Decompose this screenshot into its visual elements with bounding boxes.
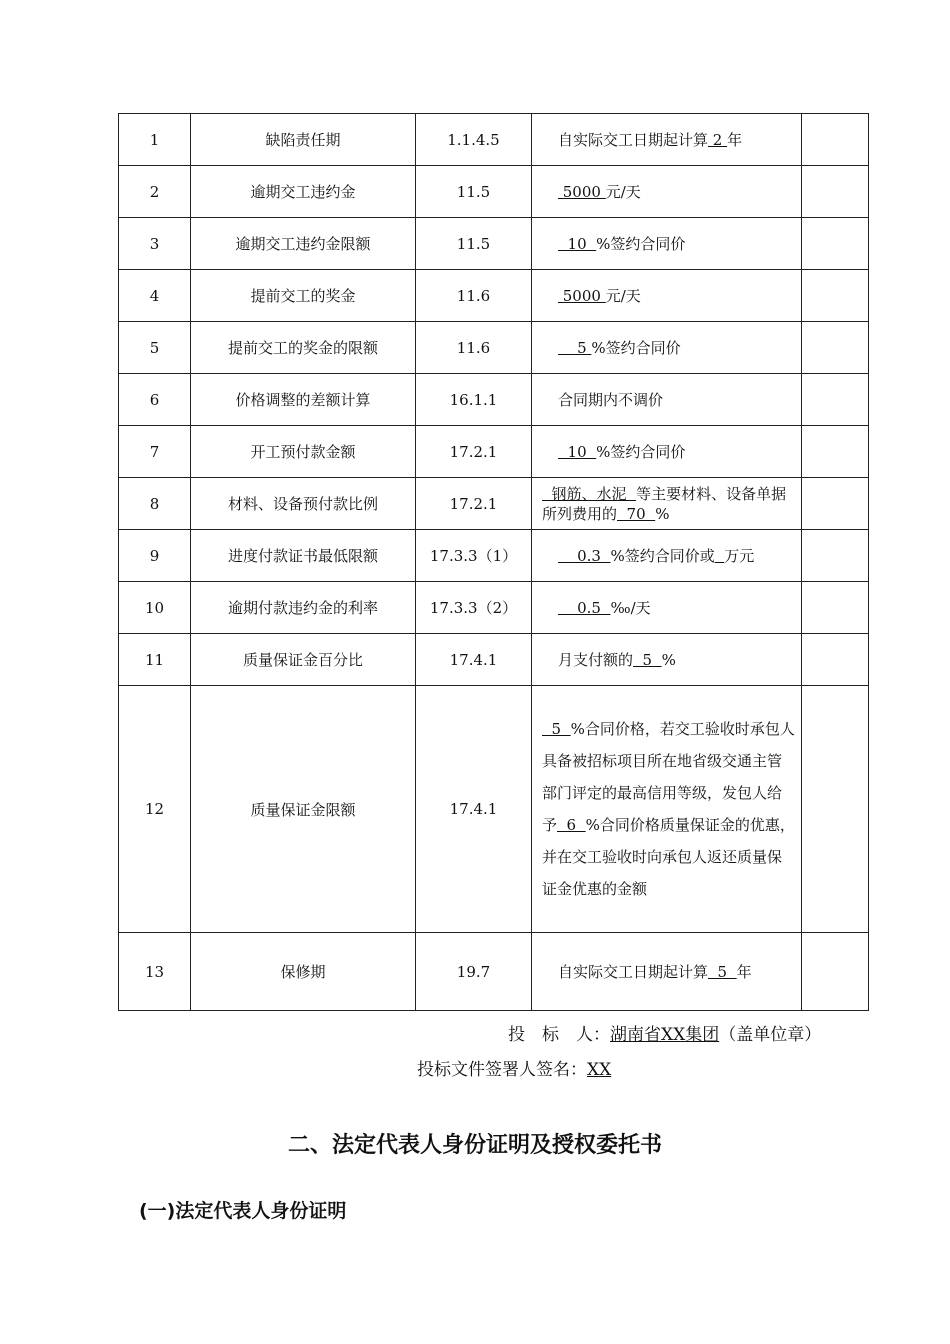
- row-number: 5: [119, 322, 191, 374]
- row-clause: 17.3.3（1）: [416, 530, 532, 582]
- content-text: 元/天: [605, 182, 641, 201]
- filled-value: 0.5: [558, 598, 611, 617]
- bidder-line: [508, 1020, 821, 1045]
- row-content: [532, 634, 802, 686]
- row-remark: [802, 270, 869, 322]
- subsection-title: (一)法定代表人身份证明: [139, 1200, 347, 1222]
- row-remark: [802, 686, 869, 933]
- row-clause: 11.6: [416, 270, 532, 322]
- filled-value: 5: [708, 962, 737, 981]
- content-text: %签约合同价或: [610, 546, 715, 565]
- content-text: %合同价格质量保证金的优惠，并在交工验收时向承包人返还质量保证金优惠的金额: [542, 816, 795, 898]
- filled-value: 70: [617, 504, 656, 523]
- row-content: [532, 426, 802, 478]
- filled-value: [715, 547, 725, 565]
- content-text: 万元: [724, 546, 755, 565]
- content-text: %签约合同价: [591, 338, 681, 357]
- row-number: 1: [119, 114, 191, 166]
- content-text: 合同期内不调价: [558, 390, 664, 409]
- content-text: 年: [727, 130, 743, 149]
- row-number: 10: [119, 582, 191, 634]
- content-text: %: [655, 504, 670, 523]
- table-row: [119, 933, 869, 1011]
- content-text: ‰/天: [610, 598, 651, 617]
- row-number: 12: [119, 686, 191, 933]
- row-item: 保修期: [191, 933, 416, 1011]
- filled-value: 0.3: [558, 546, 611, 565]
- filled-value: 10: [558, 442, 597, 461]
- row-number: 9: [119, 530, 191, 582]
- row-item: 提前交工的奖金: [191, 270, 416, 322]
- row-remark: [802, 426, 869, 478]
- row-remark: [802, 478, 869, 530]
- row-item: 逾期交工违约金限额: [191, 218, 416, 270]
- row-number: 2: [119, 166, 191, 218]
- bidder-label: 投 标 人：: [508, 1025, 610, 1045]
- row-content: [532, 114, 802, 166]
- row-content: [532, 218, 802, 270]
- content-text: %合同价格，若交工验收时承包人具备被招标项目所在地省级交通主管部门评定的最高信用等级，发包人给予: [542, 720, 795, 834]
- row-clause: 11.6: [416, 322, 532, 374]
- row-number: 8: [119, 478, 191, 530]
- content-text: %: [661, 650, 676, 669]
- row-content: [532, 166, 802, 218]
- table-row: [119, 218, 869, 270]
- row-remark: [802, 166, 869, 218]
- table-row: [119, 166, 869, 218]
- row-content: [532, 933, 802, 1011]
- table-row: [119, 478, 869, 530]
- filled-value: 5: [633, 650, 662, 669]
- row-remark: [802, 530, 869, 582]
- row-item: 提前交工的奖金的限额: [191, 322, 416, 374]
- signer-name: XX: [587, 1060, 612, 1080]
- table-row: [119, 114, 869, 166]
- table-row: [119, 686, 869, 933]
- table-row: [119, 426, 869, 478]
- row-number: 4: [119, 270, 191, 322]
- table-row: [119, 530, 869, 582]
- row-item: 逾期付款违约金的利率: [191, 582, 416, 634]
- content-text: %签约合同价: [596, 234, 686, 253]
- row-clause: 11.5: [416, 218, 532, 270]
- table-row: [119, 270, 869, 322]
- row-content: [532, 686, 802, 933]
- row-number: 6: [119, 374, 191, 426]
- row-content: [532, 322, 802, 374]
- row-item: 进度付款证书最低限额: [191, 530, 416, 582]
- row-content: [532, 582, 802, 634]
- content-text: 月支付额的: [558, 650, 634, 669]
- row-content: [532, 270, 802, 322]
- row-item: 开工预付款金额: [191, 426, 416, 478]
- row-remark: [802, 322, 869, 374]
- row-item: 逾期交工违约金: [191, 166, 416, 218]
- row-number: 7: [119, 426, 191, 478]
- content-text: 元/天: [605, 286, 641, 305]
- content-text: 年: [736, 962, 752, 981]
- bidder-name: 湖南省XX集团: [610, 1025, 720, 1045]
- row-clause: 16.1.1: [416, 374, 532, 426]
- row-number: 13: [119, 933, 191, 1011]
- bidder-seal-note: （盖单位章）: [719, 1025, 822, 1045]
- row-content: [532, 478, 802, 530]
- filled-value: 10: [558, 234, 597, 253]
- filled-value: 5000: [558, 286, 606, 305]
- filled-value: 2: [708, 130, 728, 149]
- content-text: %签约合同价: [596, 442, 686, 461]
- row-content: [532, 530, 802, 582]
- signer-label: 投标文件签署人签名：: [417, 1060, 587, 1080]
- table-row: [119, 322, 869, 374]
- filled-value: 6: [557, 816, 586, 834]
- row-remark: [802, 374, 869, 426]
- signer-line: [417, 1055, 611, 1080]
- content-text: 等主要材料、设备单据所列费用的: [542, 484, 787, 523]
- row-remark: [802, 634, 869, 686]
- table-row: [119, 374, 869, 426]
- row-clause: 17.4.1: [416, 634, 532, 686]
- row-item: 价格调整的差额计算: [191, 374, 416, 426]
- row-clause: 17.2.1: [416, 478, 532, 530]
- content-text: 自实际交工日期起计算: [558, 962, 709, 981]
- row-clause: 17.4.1: [416, 686, 532, 933]
- row-item: 缺陷责任期: [191, 114, 416, 166]
- filled-value: 5: [558, 338, 592, 357]
- row-clause: 17.3.3（2）: [416, 582, 532, 634]
- row-number: 3: [119, 218, 191, 270]
- row-remark: [802, 114, 869, 166]
- row-item: 质量保证金限额: [191, 686, 416, 933]
- row-item: 材料、设备预付款比例: [191, 478, 416, 530]
- filled-value: 钢筋、水泥: [542, 484, 637, 503]
- contract-terms-table: [118, 113, 869, 1011]
- row-clause: 11.5: [416, 166, 532, 218]
- table-row: [119, 634, 869, 686]
- row-clause: 1.1.4.5: [416, 114, 532, 166]
- filled-value: 5: [542, 720, 571, 738]
- table-row: [119, 582, 869, 634]
- row-remark: [802, 933, 869, 1011]
- filled-value: 5000: [558, 182, 606, 201]
- section-title: 二、法定代表人身份证明及授权委托书: [287, 1133, 662, 1158]
- row-remark: [802, 582, 869, 634]
- content-text: 自实际交工日期起计算: [558, 130, 709, 149]
- row-number: 11: [119, 634, 191, 686]
- row-clause: 19.7: [416, 933, 532, 1011]
- row-content: [532, 374, 802, 426]
- row-clause: 17.2.1: [416, 426, 532, 478]
- row-item: 质量保证金百分比: [191, 634, 416, 686]
- row-remark: [802, 218, 869, 270]
